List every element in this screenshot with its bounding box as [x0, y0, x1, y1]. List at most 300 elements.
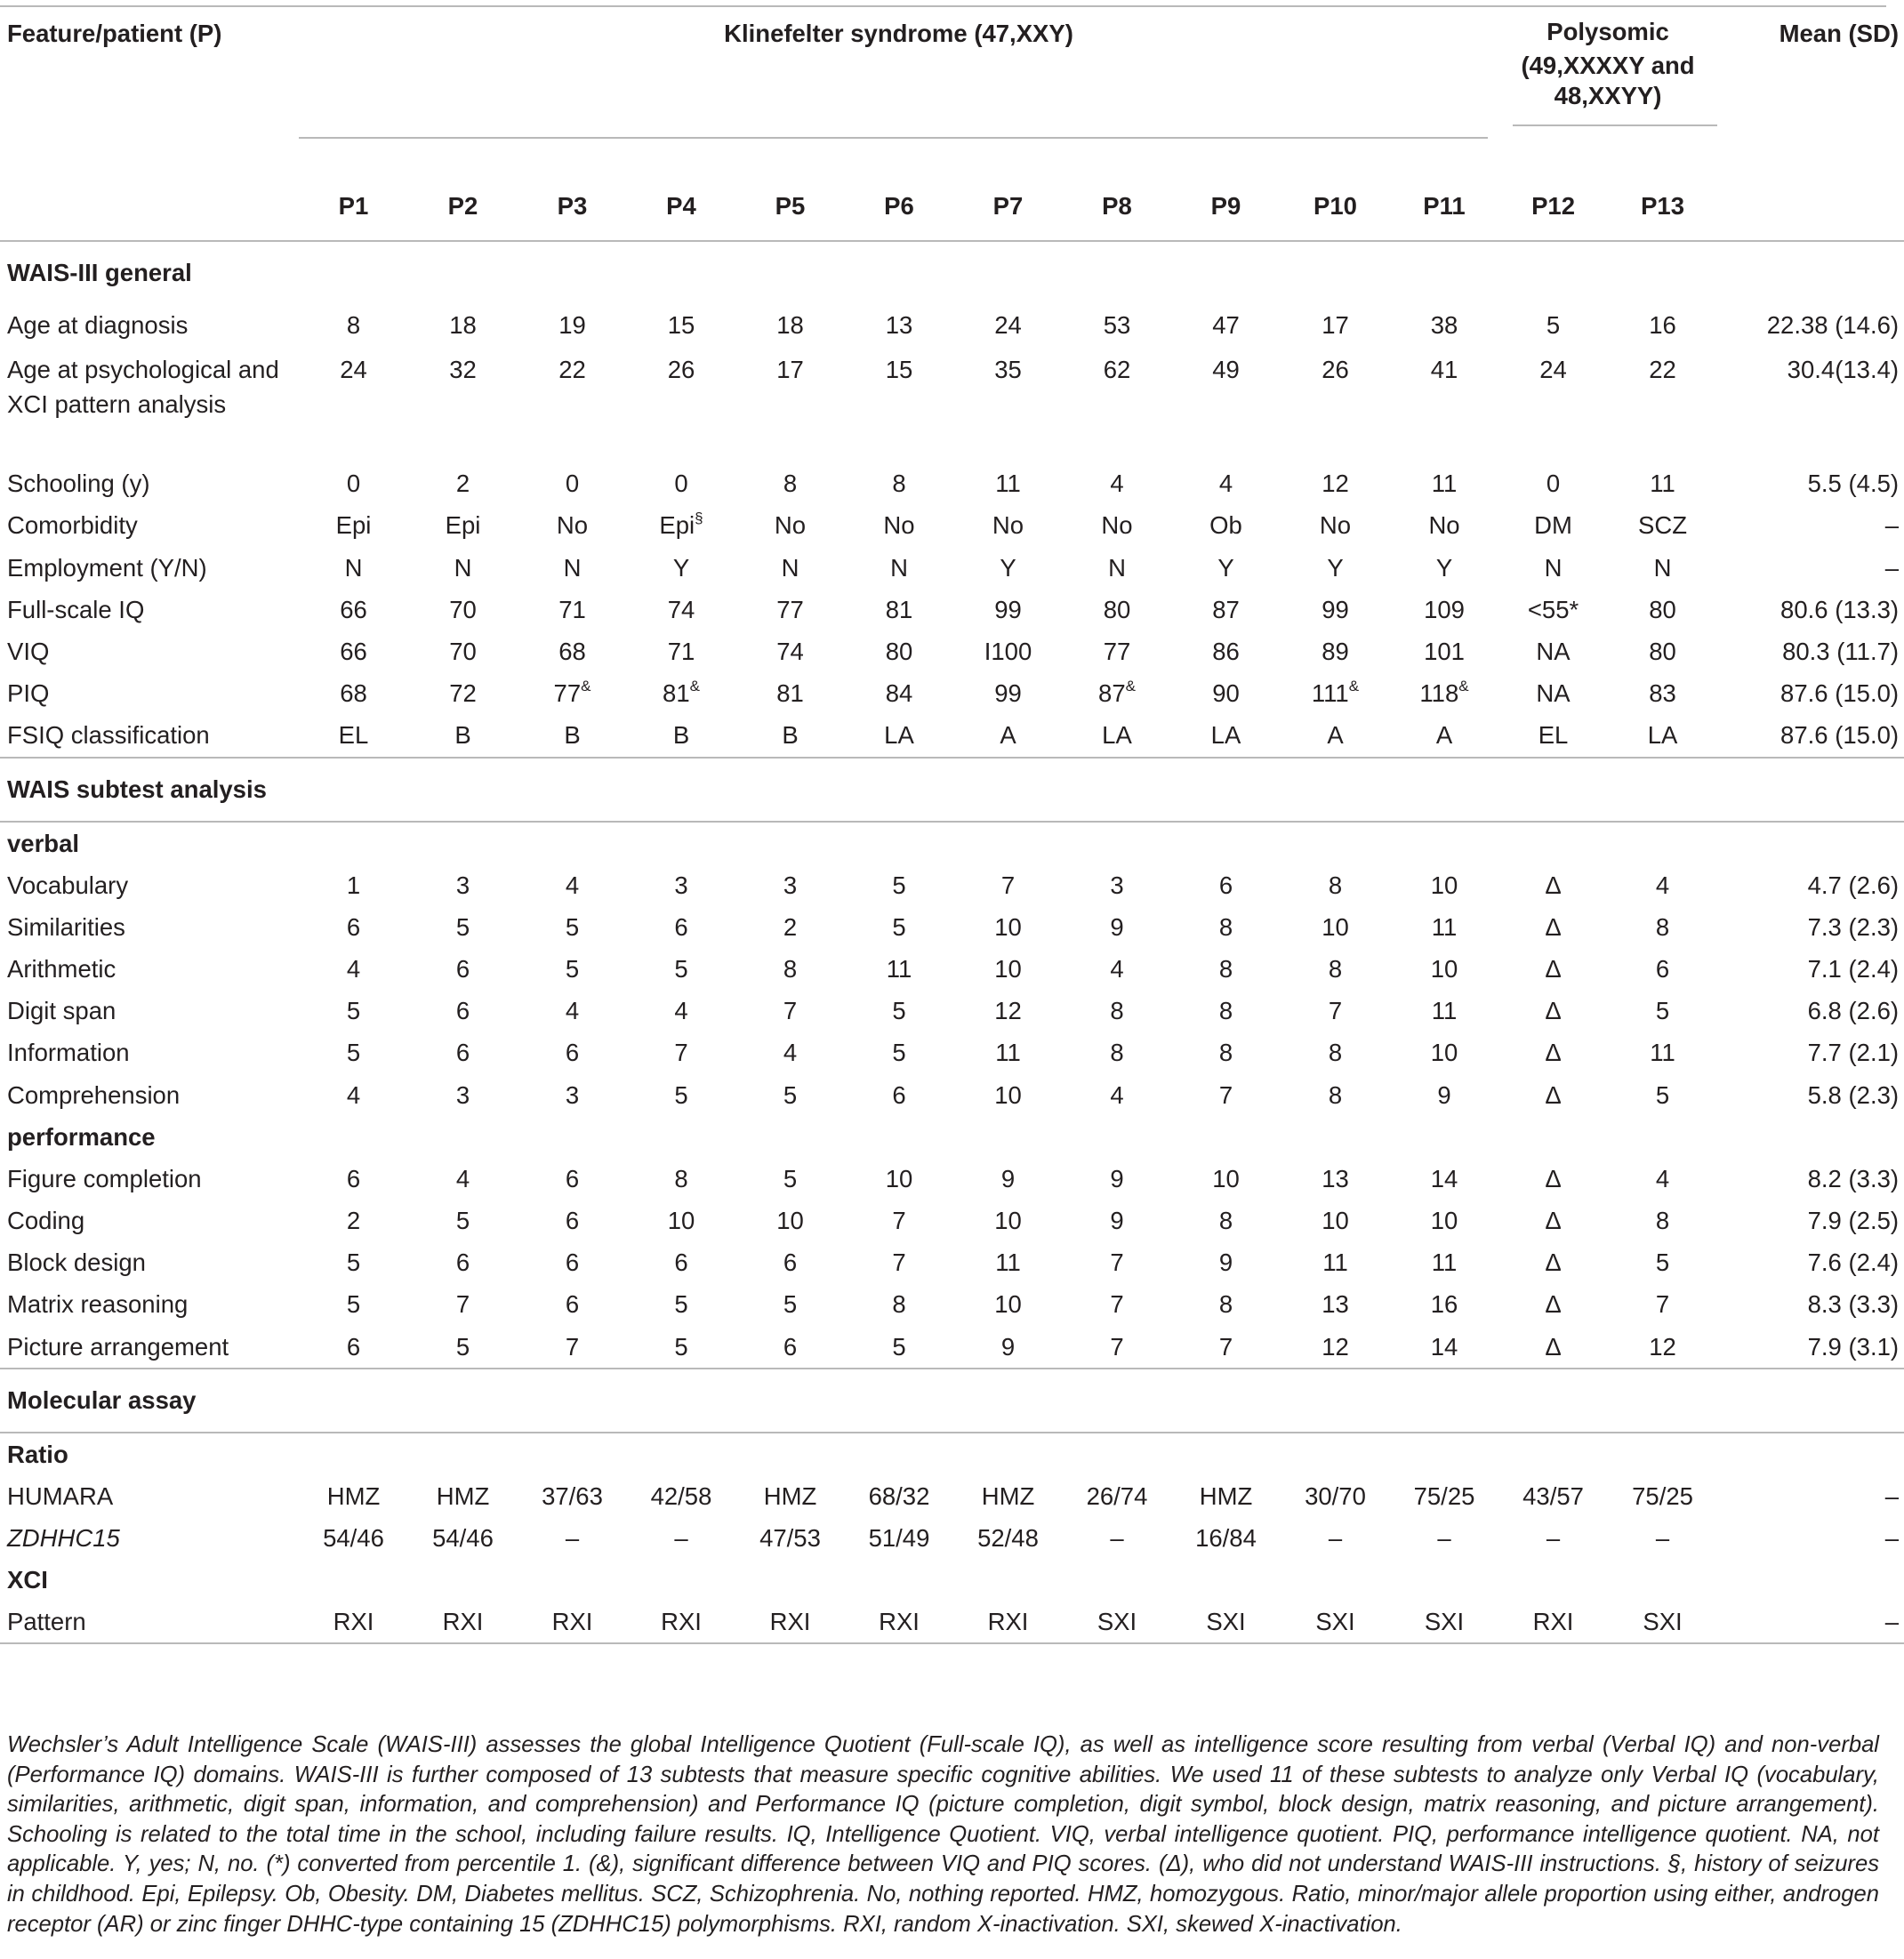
table-cell: [1390, 714, 1498, 757]
table-cell: [627, 462, 735, 504]
table-cell: [627, 304, 735, 346]
section-heading: performance: [7, 1122, 156, 1151]
table-cell: [408, 504, 518, 546]
cell-value: EL: [338, 721, 369, 750]
cell-value: 53: [1103, 311, 1131, 339]
cell-value: 77: [776, 595, 804, 623]
cell-value: 3: [455, 871, 470, 899]
cell-value: 22: [558, 356, 586, 384]
table-cell: [299, 1475, 408, 1517]
table-cell: [408, 1517, 518, 1559]
cell-value: 9: [1110, 1164, 1124, 1192]
section-heading: verbal: [0, 822, 1904, 864]
section-row: [0, 1369, 1904, 1433]
cell-value: 5: [783, 1164, 798, 1192]
cell-value: 111: [1311, 679, 1349, 708]
table-cell: [735, 714, 845, 757]
cell-value: 6: [565, 1039, 580, 1067]
table-cell: [1608, 1326, 1717, 1369]
cell-value: LA: [1647, 721, 1678, 750]
cell-value: 5: [674, 1080, 688, 1109]
table-cell: [1498, 547, 1608, 589]
cell-value: 99: [1322, 595, 1349, 623]
cell-value: 5: [892, 871, 906, 899]
cell-value: Δ: [1545, 1164, 1562, 1192]
cell-value: 12: [1322, 1332, 1349, 1361]
table-cell: [1390, 1200, 1498, 1241]
row-label: Comprehension: [7, 1080, 181, 1109]
table-row: [0, 346, 1904, 462]
cell-value: 7: [1218, 1080, 1233, 1109]
table-cell: [953, 1601, 1063, 1643]
cell-value: 4: [455, 1164, 470, 1192]
cell-value: 37/63: [542, 1481, 603, 1510]
cell-value: 6: [455, 1248, 470, 1277]
mean-cell: –: [1884, 511, 1900, 540]
table-cell: [1498, 714, 1608, 757]
cell-value: 5: [892, 1039, 906, 1067]
ks-group-rule: [299, 137, 1488, 139]
cell-value: 18: [776, 311, 804, 339]
row-label: Full-scale IQ: [7, 595, 145, 623]
cell-value: 10: [994, 912, 1022, 941]
table-cell: [1063, 864, 1171, 906]
row-label: Vocabulary: [7, 871, 129, 899]
table-cell: [1171, 462, 1281, 504]
table-cell: [518, 714, 627, 757]
table-cell: [518, 1601, 627, 1643]
cell-value: 7: [783, 997, 798, 1025]
mean-cell: 5.8 (2.3): [1807, 1080, 1900, 1109]
cell-value: Δ: [1545, 1332, 1562, 1361]
table-cell: [299, 630, 408, 672]
table-cell: [1390, 547, 1498, 589]
table-cell: [1498, 1475, 1608, 1517]
table-cell: [627, 1032, 735, 1073]
cell-value: 19: [558, 311, 586, 339]
cell-value: Δ: [1545, 955, 1562, 984]
cell-value: B: [672, 721, 690, 750]
table-cell: [518, 906, 627, 948]
cell-value: 51/49: [868, 1524, 930, 1553]
table-cell: [299, 1517, 408, 1559]
cell-value: 11: [1431, 470, 1458, 498]
cell-value: 3: [1110, 871, 1124, 899]
table-row: [0, 1517, 1904, 1559]
cell-value: –: [1655, 1524, 1670, 1553]
cell-value: 118: [1419, 679, 1459, 708]
mean-cell: –: [1884, 1608, 1900, 1636]
table-cell: [1063, 630, 1171, 672]
table-cell: [1390, 630, 1498, 672]
cell-value: 6: [565, 1207, 580, 1235]
row-label: Information: [7, 1039, 130, 1067]
header-patient: P13: [1641, 192, 1684, 220]
table-row: [0, 672, 1904, 714]
table-cell: [1171, 630, 1281, 672]
table-cell: [1498, 1326, 1608, 1369]
header-patient: P2: [447, 192, 478, 220]
table-cell: [627, 504, 735, 546]
cell-value: NA: [1536, 679, 1571, 708]
cell-value: 0: [565, 470, 580, 498]
table-cell: [299, 672, 408, 714]
cell-value: 4: [1110, 955, 1124, 984]
cell-value: 4: [346, 955, 361, 984]
cell-value: 2: [346, 1207, 361, 1235]
row-label: Age at psychological and XCI pattern analysis: [7, 356, 279, 419]
table-cell: [735, 1241, 845, 1283]
cell-value: 10: [1430, 871, 1458, 899]
table-cell: [1390, 990, 1498, 1032]
row-label: PIQ: [7, 679, 50, 708]
table-cell: [1390, 1241, 1498, 1283]
header-ks-cell: [299, 0, 1498, 173]
table-cell: [627, 1517, 735, 1559]
table-cell: [953, 1326, 1063, 1369]
table-cell: [518, 630, 627, 672]
table-cell: [408, 547, 518, 589]
cell-value: 4: [783, 1039, 798, 1067]
table-cell: [1063, 1283, 1171, 1325]
header-patient: P10: [1314, 192, 1357, 220]
table-cell: [518, 1032, 627, 1073]
cell-value: 8: [1655, 1207, 1670, 1235]
cell-value: I100: [984, 638, 1032, 666]
table-cell: [1281, 864, 1390, 906]
table-cell: [1063, 1158, 1171, 1200]
table-cell: [1498, 1601, 1608, 1643]
table-cell: [1608, 1517, 1717, 1559]
cell-value: 52/48: [977, 1524, 1039, 1553]
table-cell: [1281, 1517, 1390, 1559]
table-cell: [518, 948, 627, 990]
table-row: [0, 990, 1904, 1032]
table-cell: [1281, 672, 1390, 714]
table-cell: [845, 1601, 953, 1643]
table-cell: [627, 1475, 735, 1517]
table-cell: [1281, 948, 1390, 990]
cell-value: 16/84: [1195, 1524, 1257, 1553]
cell-value: 47/53: [759, 1524, 821, 1553]
table-cell: [1390, 1475, 1498, 1517]
table-cell: [518, 1200, 627, 1241]
header-patient: P9: [1210, 192, 1241, 220]
cell-value: 7: [1110, 1290, 1124, 1319]
cell-value: HMZ: [763, 1481, 817, 1510]
table-cell: [1171, 1241, 1281, 1283]
cell-value: 8: [1328, 1080, 1343, 1109]
cell-value: 11: [995, 1248, 1021, 1277]
cell-value: SXI: [1097, 1608, 1137, 1636]
cell-value: 68/32: [868, 1481, 930, 1510]
cell-value: 68: [340, 679, 367, 708]
table-cell: [1498, 304, 1608, 346]
cell-value: 9: [1218, 1248, 1233, 1277]
table-cell: [1608, 462, 1717, 504]
table-cell: [408, 1074, 518, 1116]
cell-value: 14: [1430, 1164, 1458, 1192]
table-cell: [953, 714, 1063, 757]
cell-value: 10: [1430, 955, 1458, 984]
cell-value: 5: [346, 1039, 361, 1067]
row-label: Arithmetic: [7, 955, 116, 984]
mean-cell: 80.6 (13.3): [1780, 595, 1900, 623]
cell-value: 7: [1000, 871, 1016, 899]
cell-value: A: [1327, 721, 1344, 750]
table-cell: [1281, 630, 1390, 672]
header-patient: P1: [338, 192, 369, 220]
table-cell: [845, 906, 953, 948]
header-patient: P8: [1102, 192, 1132, 220]
header-poly-l2: (49,XXXXY and: [1521, 52, 1695, 79]
table-cell: [735, 990, 845, 1032]
table-cell: [1171, 346, 1281, 462]
table-cell: [735, 1601, 845, 1643]
header-poly-l3: 48,XXYY): [1554, 82, 1662, 109]
cell-value: RXI: [661, 1608, 702, 1636]
table-cell: [299, 1074, 408, 1116]
table-cell: [1498, 672, 1608, 714]
cell-value: 6: [346, 1332, 361, 1361]
header-poly-l1: Polysomic: [1546, 18, 1669, 45]
cell-value: 6: [783, 1332, 798, 1361]
cell-value: N: [1108, 553, 1126, 582]
table-cell: [518, 990, 627, 1032]
cell-value: 6: [455, 1039, 470, 1067]
table-cell: [1608, 948, 1717, 990]
table-cell: [627, 630, 735, 672]
table-cell: [408, 864, 518, 906]
cell-value: Epi: [659, 511, 695, 540]
table-cell: [953, 462, 1063, 504]
cell-value: Epi: [335, 511, 372, 540]
table-cell: [1498, 504, 1608, 546]
table-cell: [735, 672, 845, 714]
cell-value: 5: [346, 1290, 361, 1319]
cell-value: 8: [783, 955, 798, 984]
cell-value: 8: [1218, 1039, 1233, 1067]
table-cell: [735, 1074, 845, 1116]
table-cell: [953, 630, 1063, 672]
cell-value: RXI: [442, 1608, 484, 1636]
cell-value: 68: [558, 638, 586, 666]
table-row: [0, 547, 1904, 589]
cell-value: 10: [1430, 1039, 1458, 1067]
table-cell: [1498, 1200, 1608, 1241]
cell-value: 11: [1650, 470, 1675, 498]
table-cell: [1608, 714, 1717, 757]
table-cell: [845, 589, 953, 630]
cell-value: 5: [674, 1290, 688, 1319]
table-cell: [299, 990, 408, 1032]
table-cell: [953, 672, 1063, 714]
section-row: [0, 758, 1904, 822]
cell-value: 99: [994, 595, 1022, 623]
table-cell: [1608, 1158, 1717, 1200]
cell-value: 10: [1322, 1207, 1349, 1235]
cell-value: 6: [565, 1290, 580, 1319]
table-cell: [627, 1326, 735, 1369]
table-row: [0, 462, 1904, 504]
header-patient: P12: [1531, 192, 1575, 220]
table-row: [0, 630, 1904, 672]
table-cell: [845, 304, 953, 346]
table-cell: [627, 1283, 735, 1325]
table-cell: [518, 1475, 627, 1517]
cell-value: 75/25: [1632, 1481, 1693, 1510]
table-cell: [1608, 547, 1717, 589]
cell-value: 5: [892, 997, 906, 1025]
table-cell: [1608, 346, 1717, 462]
cell-value: 7: [1110, 1332, 1124, 1361]
cell-value: HMZ: [981, 1481, 1035, 1510]
cell-value: EL: [1538, 721, 1569, 750]
table-cell: [627, 948, 735, 990]
cell-value: Y: [672, 553, 690, 582]
row-label: Pattern: [7, 1608, 86, 1636]
table-cell: [1390, 1283, 1498, 1325]
table-row: [0, 589, 1904, 630]
cell-value: 26/74: [1086, 1481, 1148, 1510]
cell-value: 14: [1430, 1332, 1458, 1361]
row-label: Figure completion: [7, 1164, 202, 1192]
table-cell: [1171, 864, 1281, 906]
header-patient: P3: [557, 192, 588, 220]
cell-value: 77: [553, 679, 582, 708]
table-cell: [299, 1326, 408, 1369]
table-cell: [1390, 864, 1498, 906]
cell-value: 71: [558, 595, 586, 623]
table-row: [0, 1326, 1904, 1369]
table-cell: [518, 672, 627, 714]
cell-value: HMZ: [326, 1481, 381, 1510]
table-cell: [1608, 1074, 1717, 1116]
table-cell: [518, 1283, 627, 1325]
cell-value: –: [1437, 1524, 1451, 1553]
mean-cell: 22.38 (14.6): [1766, 311, 1900, 339]
cell-value: 8: [1218, 955, 1233, 984]
table-row: [0, 1283, 1904, 1325]
cell-value: 6: [1655, 955, 1670, 984]
cell-value: 1: [346, 871, 361, 899]
cell-value: 4: [1655, 1164, 1670, 1192]
table-cell: [735, 1283, 845, 1325]
table-cell: [735, 1158, 845, 1200]
cell-value: 43/57: [1522, 1481, 1584, 1510]
table-cell: [735, 1032, 845, 1073]
cell-value: No: [556, 511, 589, 540]
table-cell: [1063, 1326, 1171, 1369]
cell-value: 7: [892, 1207, 906, 1235]
table-cell: [518, 547, 627, 589]
header-mean: Mean (SD): [1779, 20, 1900, 47]
table-cell: [299, 1032, 408, 1073]
cell-value: 11: [1431, 912, 1458, 941]
cell-value: B: [564, 721, 581, 750]
table-cell: [953, 1032, 1063, 1073]
table-cell: [735, 630, 845, 672]
table-cell: [1063, 1241, 1171, 1283]
table-cell: [518, 504, 627, 546]
table-cell: [627, 714, 735, 757]
table-cell: [1608, 672, 1717, 714]
cell-value: 7: [1655, 1290, 1670, 1319]
cell-value: 54/46: [323, 1524, 384, 1553]
table-cell: [1498, 990, 1608, 1032]
table-cell: [1608, 630, 1717, 672]
header-group-row: [0, 0, 1904, 173]
cell-value: 8: [1655, 912, 1670, 941]
table-cell: [1063, 304, 1171, 346]
cell-value: Δ: [1545, 997, 1562, 1025]
header-patient: P11: [1423, 192, 1466, 220]
cell-value: 5: [455, 1207, 470, 1235]
table-cell: [627, 906, 735, 948]
cell-value: 8: [1328, 1039, 1343, 1067]
table-cell: [408, 1601, 518, 1643]
table-cell: [408, 589, 518, 630]
cell-value: N: [344, 553, 363, 582]
cell-value: –: [1110, 1524, 1124, 1553]
poly-group-rule: [1513, 124, 1717, 126]
table-cell: [1498, 1158, 1608, 1200]
row-label: Digit span: [7, 997, 116, 1025]
cell-value: 6: [455, 955, 470, 984]
cell-value: B: [454, 721, 471, 750]
table-cell: [735, 1200, 845, 1241]
cell-value: 54/46: [432, 1524, 494, 1553]
cell-value: 13: [885, 311, 913, 339]
table-cell: [953, 304, 1063, 346]
table-cell: [408, 672, 518, 714]
cell-value: 5: [565, 955, 580, 984]
cell-value: 71: [667, 638, 695, 666]
mean-cell: 7.1 (2.4): [1807, 955, 1900, 984]
cell-value: 5: [892, 1332, 906, 1361]
cell-value: 81: [663, 679, 690, 708]
table-cell: [1608, 906, 1717, 948]
table-cell: [1390, 1326, 1498, 1369]
table-cell: [845, 1517, 953, 1559]
table-cell: [408, 462, 518, 504]
cell-value: 3: [455, 1080, 470, 1109]
cell-value: SCZ: [1638, 511, 1688, 540]
table-row: [0, 1241, 1904, 1283]
cell-value: 4: [1655, 871, 1670, 899]
cell-value: 8: [1218, 997, 1233, 1025]
cell-value: 38: [1430, 311, 1458, 339]
cell-value: 11: [1650, 1039, 1675, 1067]
header-patient: P7: [992, 192, 1024, 220]
cell-value: 4: [1218, 470, 1233, 498]
table-cell: [1281, 990, 1390, 1032]
table-cell: [1171, 672, 1281, 714]
table-cell: [953, 1241, 1063, 1283]
cell-value: 2: [783, 912, 798, 941]
table-cell: [845, 504, 953, 546]
table-cell: [1171, 948, 1281, 990]
table-cell: [1281, 346, 1390, 462]
table-cell: [1063, 1601, 1171, 1643]
cell-value: 24: [1539, 356, 1567, 384]
table-cell: [1171, 1158, 1281, 1200]
table-cell: [627, 589, 735, 630]
cell-value: –: [565, 1524, 580, 1553]
cell-value: 5: [346, 1248, 361, 1277]
table-cell: [1390, 504, 1498, 546]
table-cell: [1171, 1475, 1281, 1517]
